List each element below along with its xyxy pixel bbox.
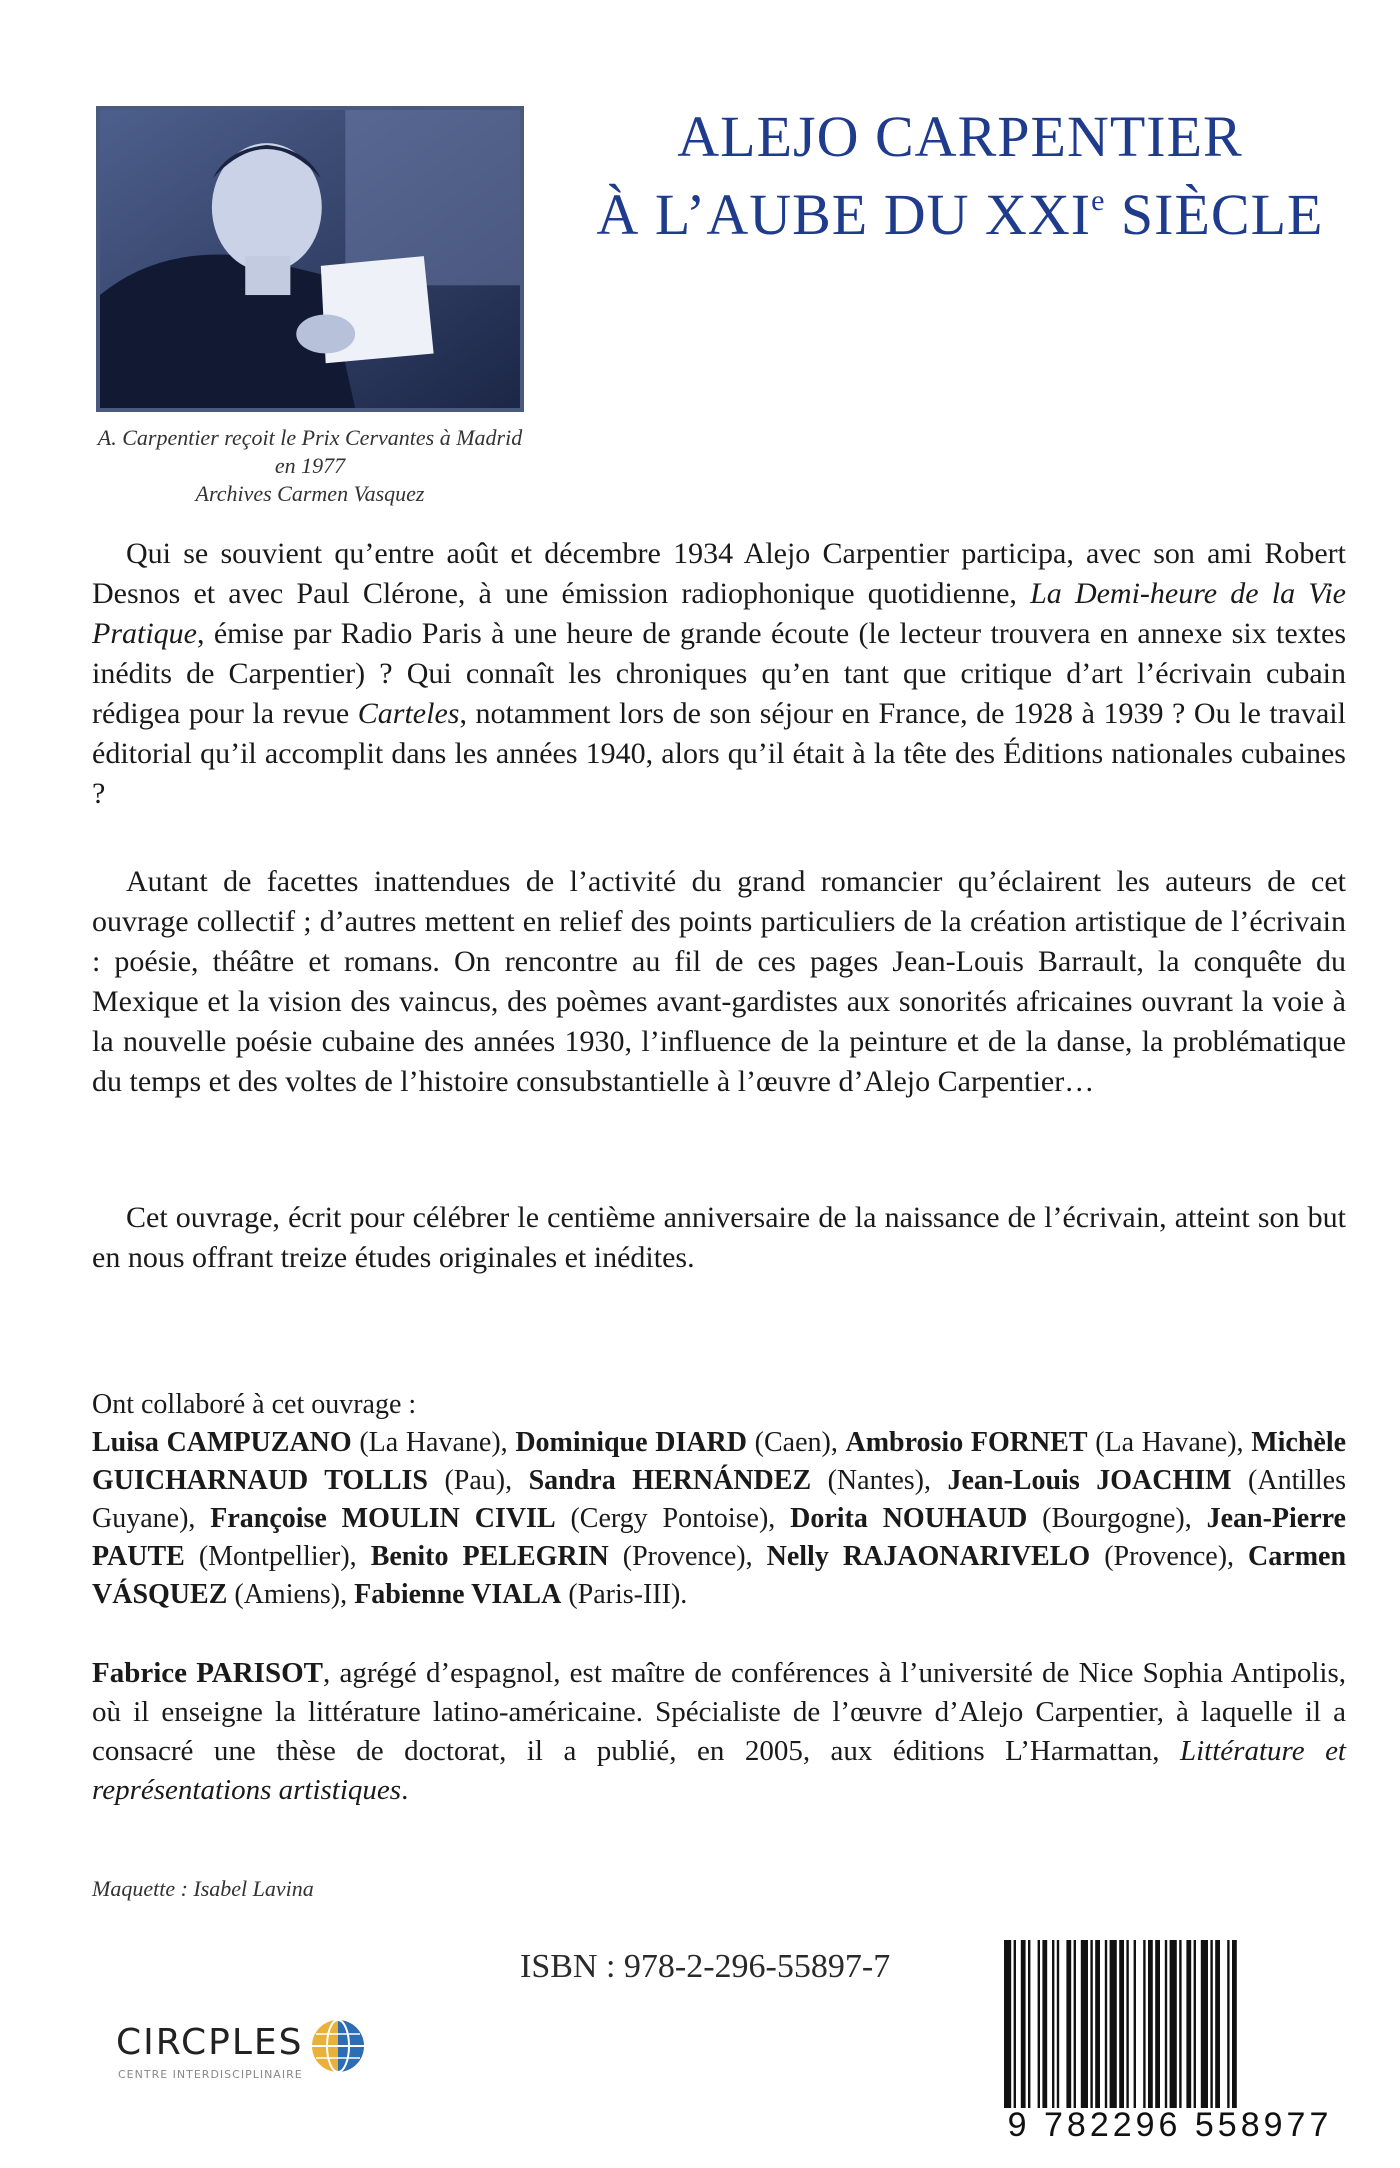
contributor: Michèle GUICHARNAUD TOLLIS (Pau), [92,1427,1347,1496]
photo-caption [96,424,524,508]
contributor: Dorita NOUHAUD (Bourgogne), [790,1503,1207,1534]
barcode-bar [1227,1940,1229,2108]
contributor: Ambrosio FORNET (La Havane), [845,1427,1252,1458]
globe-icon [308,2016,368,2076]
barcode-bar [1170,1940,1177,2108]
book-title [560,98,1360,254]
contributors-list [92,1424,1346,1614]
barcode-bar [1081,1940,1088,2108]
text-run: . [401,1774,409,1806]
barcode-bar [1052,1940,1054,2108]
title-line-2-text: À L’AUBE DU XXI [596,182,1092,247]
title-line-2-suffix: SIÈCLE [1105,182,1324,247]
barcode-bar [1057,1940,1059,2108]
contributor: Luisa CAMPUZANO (La Havane), [92,1427,516,1458]
barcode-bar [1186,1940,1191,2108]
contributor: Jean-Pierre PAUTE (Montpellier), [92,1503,1346,1572]
caption-line: Archives Carmen Vasquez [195,481,425,506]
barcode [1000,1940,1340,2150]
logo-name: CIRCPLES [116,2022,304,2063]
barcode-bar [1210,1940,1212,2108]
contributor: Fabienne VIALA (Paris-III). [354,1579,688,1610]
barcode-bar [1110,1940,1117,2108]
barcode-bar [1095,1940,1100,2108]
barcode-bar [1074,1940,1076,2108]
title-line-2 [560,176,1360,254]
text-run: , agrégé d’espagnol, est maître de conférences à l’université de Nice Sophia Antipolis, où il enseigne la littérature latino-américaine. Spécialiste de l’œuvre d’Alejo Carpentier, à laquelle il a consacré une thèse de doctorat, il a publié, en 2005, aux éditions L’Harmattan, [92,1657,1346,1767]
barcode-bar [1179,1940,1181,2108]
program-title: La Demi-heure de la Vie Pratique [92,577,1346,650]
barcode-bar [1119,1940,1124,2108]
editor-bio [92,1654,1346,1810]
barcode-digits: 9 782296 558977 [1007,2106,1333,2144]
isbn: ISBN : 978-2-296-55897-7 [520,1948,891,1985]
text-run: Qui se souvient qu’entre août et décembre 1934 Alejo Carpentier participa, avec son ami Robert Desnos et avec Paul Clérone, à une émission radiophonique quotidienne, [92,537,1346,610]
barcode-bar [1042,1940,1047,2108]
barcode-bar [1155,1940,1160,2108]
barcode-bar [1165,1940,1167,2108]
magazine-title: Carteles [357,697,460,730]
barcode-bar [1066,1940,1071,2108]
barcode-bar [1143,1940,1145,2108]
contributor: Jean-Louis JOACHIM (Antilles Guyane), [92,1465,1347,1534]
barcode-bars [1000,1940,1340,2110]
barcode-bar [1028,1940,1030,2108]
blurb-paragraph-2: Autant de facettes inattendues de l’activité du grand romancier qu’éclairent les auteurs de cet ouvrage collectif ; d’autres mettent en relief des points particuliers de la création artistique de l’écrivain : poésie, théâtre et romans. On rencontre au fil de ces pages Jean-Louis Barrault, la conquête du Mexique et la vision des vaincus, des poèmes avant-gardistes aux sonorités africaines ouvrant la voie à la nouvelle poésie cubaine des années 1930, l’influence de la peinture et de la danse, la problématique du temps et des voltes de l’histoire consubstantielle à l’œuvre d’Alejo Carpentier… [92,865,1346,1098]
contributors-block [92,1386,1346,1614]
barcode-bar [1201,1940,1208,2108]
barcode-bar [1148,1940,1153,2108]
title-line-1: ALEJO CARPENTIER [677,104,1243,169]
publisher-logo [112,2010,472,2120]
barcode-bar [1232,1940,1237,2108]
barcode-bar [1090,1940,1092,2108]
title-superscript: e [1091,184,1106,217]
text-run: , émise par Radio Paris à une heure de grande écoute (le lecteur trouvera en annexe six textes inédits de Carpentier) ? Qui connaît les chroniques qu’en tant que critique d’art l’écrivain cubain rédigea pour la revue [92,617,1346,730]
book-reference: Littérature et représentations artistiques [92,1735,1346,1806]
photo-illustration [100,110,520,408]
contributors-intro: Ont collaboré à cet ouvrage : [92,1389,417,1420]
blurb-paragraph-1 [92,534,1346,814]
barcode-bar [1134,1940,1136,2108]
logo-subtitle: CENTRE INTERDISCIPLINAIRE [118,2068,303,2081]
barcode-bar [1194,1940,1196,2108]
contributor: Dominique DIARD (Caen), [515,1427,846,1458]
caption-line: en 1977 [274,453,346,478]
barcode-bar [1215,1940,1220,2108]
design-credit: Maquette : Isabel Lavina [92,1876,314,1901]
text-run: , notamment lors de son séjour en France, de 1928 à 1939 ? Ou le travail éditorial qu’il accomplit dans les années 1940, alors qu’il était à la tête des Éditions nationales cubaines ? [92,697,1346,810]
barcode-bar [1105,1940,1107,2108]
contributor: Françoise MOULIN CIVIL (Cergy Pontoise), [210,1503,791,1534]
editor-name: Fabrice PARISOT [92,1657,323,1689]
barcode-bar [1126,1940,1128,2108]
blurb-paragraph-3: Cet ouvrage, écrit pour célébrer le centième anniversaire de la naissance de l’écrivain, atteint son but en nous offrant treize études originales et inédites. [92,1201,1346,1274]
barcode-bar [1014,1940,1016,2108]
barcode-bar [1004,1940,1011,2108]
author-photo [96,106,524,412]
contributor: Nelly RAJAONARIVELO (Provence), [766,1541,1249,1572]
barcode-bar [1021,1940,1026,2108]
contributor: Carmen VÁSQUEZ (Amiens), [92,1541,1347,1610]
caption-line: A. Carpentier reçoit le Prix Cervantes à Madrid [97,425,523,450]
contributor: Sandra HERNÁNDEZ (Nantes), [528,1465,948,1496]
barcode-bar [1038,1940,1040,2108]
contributor: Benito PELEGRIN (Provence), [370,1541,767,1572]
